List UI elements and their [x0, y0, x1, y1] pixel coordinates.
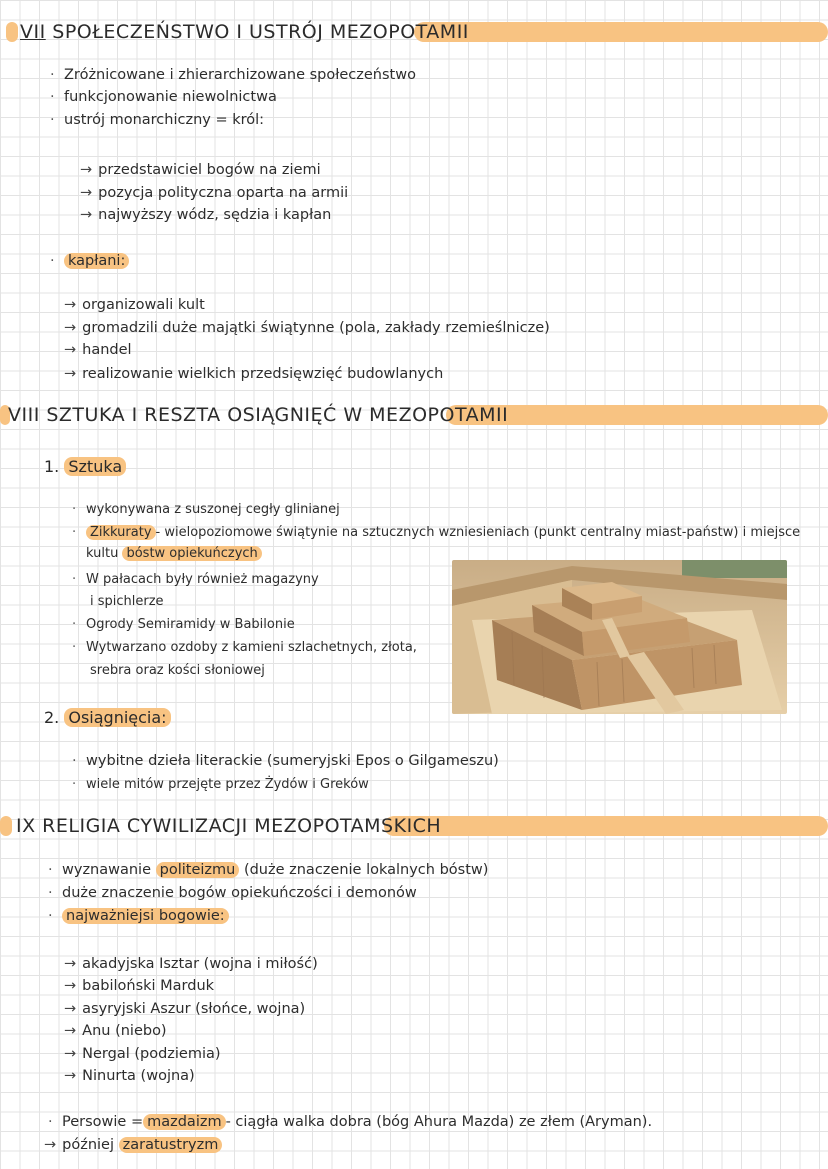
arrow-icon: →: [44, 1137, 57, 1153]
arrow-icon: →: [64, 320, 77, 336]
section-title: SZTUKA I RESZTA OSIĄGNIĘĆ W MEZOPOTAMII: [46, 404, 509, 426]
heading-highlight-bar: [414, 22, 828, 42]
list-item: · W pałacach były również magazyny: [86, 572, 319, 587]
highlight: mazdaizm: [143, 1114, 225, 1130]
arrow-item-text: Ninurta (wojna): [82, 1068, 195, 1084]
list-item: · duże znaczenie bogów opiekuńczości i demonów: [62, 885, 417, 901]
arrow-icon: →: [64, 1001, 77, 1017]
list-item-text: - wielopoziomowe świątynie na sztucznych wzniesieniach (punkt centralny miast-państw) i miejsce: [155, 525, 801, 540]
arrow-item: [80, 185, 348, 201]
list-item: [62, 908, 229, 924]
subsection-achievements: [44, 708, 171, 727]
heading-highlight-bar: [384, 816, 828, 836]
arrow-item-text: asyryjski Aszur (słońce, wojna): [82, 1001, 306, 1017]
highlight: najważniejsi bogowie:: [62, 908, 229, 924]
list-item: · funkcjonowanie niewolnictwa: [64, 89, 277, 105]
section-number: IX: [16, 815, 36, 837]
subsection-art: [44, 457, 126, 476]
arrow-icon: →: [64, 1046, 77, 1062]
list-item-text: Persowie =: [62, 1114, 144, 1130]
arrow-item-text: handel: [82, 342, 132, 358]
list-item: [62, 1114, 652, 1130]
arrow-item-text: organizowali kult: [82, 297, 205, 313]
section-title: SPOŁECZEŃSTWO I USTRÓJ MEZOPOTAMII: [52, 21, 469, 43]
list-item: · wiele mitów przejęte przez Żydów i Greków: [86, 777, 369, 792]
highlight: Osiągnięcia:: [64, 708, 170, 727]
arrow-item-text: akadyjska Isztar (wojna i miłość): [82, 956, 318, 972]
list-item: · wykonywana z suszonej cegły glinianej: [86, 502, 340, 517]
section-heading-ix: [16, 815, 441, 837]
ziggurat-illustration: [452, 560, 787, 714]
list-item: · Ogrody Semiramidy w Babilonie: [86, 617, 295, 632]
arrow-item: [64, 1068, 195, 1084]
arrow-item-text: pozycja polityczna oparta na armii: [98, 185, 349, 201]
section-heading-vii: [20, 21, 469, 43]
subsection-number: 2.: [44, 708, 60, 727]
arrow-icon: →: [64, 1023, 77, 1039]
subsection-number: 1.: [44, 457, 60, 476]
list-item-continuation: i spichlerze: [90, 594, 164, 609]
arrow-item: [64, 320, 550, 336]
arrow-icon: →: [64, 366, 77, 382]
arrow-item-text: później: [62, 1137, 115, 1153]
list-item: [86, 525, 800, 540]
list-item-continuation: srebra oraz kości słoniowej: [90, 663, 265, 678]
arrow-item-text: Anu (niebo): [82, 1023, 167, 1039]
highlight: zaratustryzm: [119, 1137, 223, 1153]
arrow-icon: →: [80, 185, 93, 201]
arrow-item-text: realizowanie wielkich przedsięwzięć budowlanych: [82, 366, 444, 382]
highlight: Zikkuraty: [86, 525, 156, 540]
list-item-text: wyznawanie: [62, 862, 152, 878]
list-item-continuation: [86, 546, 262, 561]
arrow-item: [80, 162, 321, 178]
priests-label: [64, 253, 129, 269]
arrow-item: [64, 1001, 305, 1017]
list-item: · Zróżnicowane i zhierarchizowane społeczeństwo: [64, 67, 416, 83]
arrow-item: [64, 297, 205, 313]
arrow-item: [64, 956, 318, 972]
arrow-icon: →: [64, 956, 77, 972]
arrow-item: [80, 207, 331, 223]
list-item: · wybitne dzieła literackie (sumeryjski Epos o Gilgameszu): [86, 753, 499, 769]
arrow-item: [44, 1137, 222, 1153]
arrow-item: [64, 1023, 167, 1039]
arrow-item-text: Nergal (podziemia): [82, 1046, 221, 1062]
arrow-item: [64, 1046, 221, 1062]
arrow-icon: →: [80, 207, 93, 223]
arrow-icon: →: [64, 297, 77, 313]
highlight: politeizmu: [156, 862, 240, 878]
heading-highlight-bar: [0, 816, 12, 836]
arrow-item-text: babiloński Marduk: [82, 978, 215, 994]
arrow-icon: →: [64, 978, 77, 994]
arrow-icon: →: [64, 1068, 77, 1084]
heading-highlight-bar: [6, 22, 18, 42]
arrow-item-text: gromadzili duże majątki świątynne (pola, zakłady rzemieślnicze): [82, 320, 550, 336]
highlight: Sztuka: [64, 457, 126, 476]
list-item: · ustrój monarchiczny = król:: [64, 112, 264, 128]
list-item-text: (duże znaczenie lokalnych bóstw): [243, 862, 489, 878]
section-heading-viii: [8, 404, 508, 426]
highlight: bóstw opiekuńczych: [122, 546, 261, 561]
list-item: [62, 862, 488, 878]
section-title: RELIGIA CYWILIZACJI MEZOPOTAMSKICH: [42, 815, 442, 837]
arrow-item-text: przedstawiciel bogów na ziemi: [98, 162, 321, 178]
arrow-item-text: najwyższy wódz, sędzia i kapłan: [98, 207, 332, 223]
arrow-icon: →: [80, 162, 93, 178]
list-item: · Wytwarzano ozdoby z kamieni szlachetnych, złota,: [86, 640, 417, 655]
arrow-item: [64, 978, 214, 994]
highlight: kapłani:: [64, 253, 129, 269]
section-number: VII: [20, 21, 46, 43]
arrow-item: [64, 342, 132, 358]
list-item-text: kultu: [86, 546, 119, 561]
arrow-icon: →: [64, 342, 77, 358]
list-item-text: - ciągła walka dobra (bóg Ahura Mazda) ze złem (Aryman).: [225, 1114, 653, 1130]
arrow-item: [64, 366, 443, 382]
section-number: VIII: [8, 404, 40, 426]
